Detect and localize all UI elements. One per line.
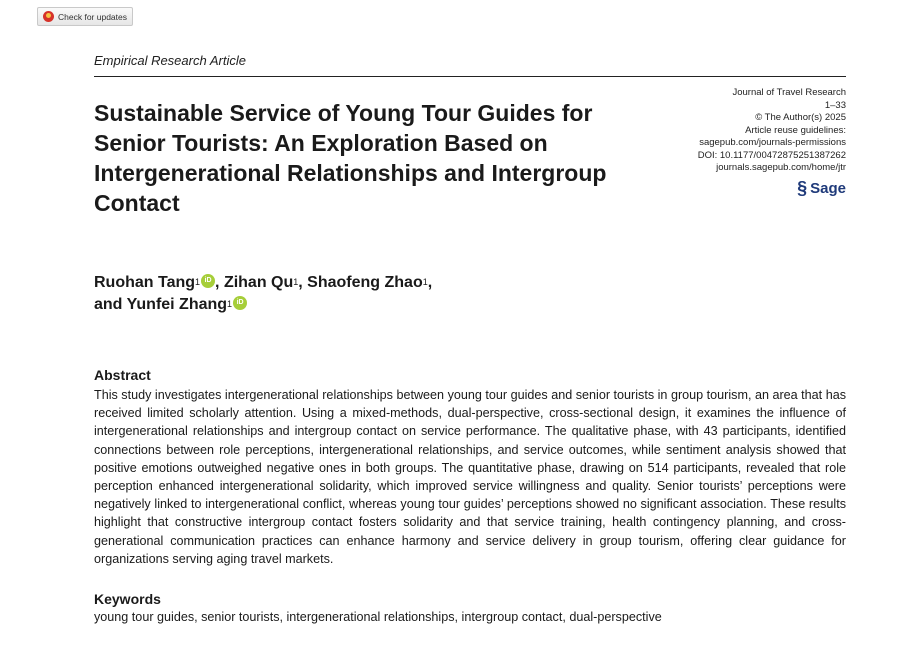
- reuse-link[interactable]: sagepub.com/journals-permissions: [699, 137, 846, 148]
- header-divider: [94, 76, 846, 77]
- author-name[interactable]: Zihan Qu: [223, 274, 294, 291]
- sage-logo: [797, 179, 846, 197]
- author-list: [94, 272, 432, 316]
- doi[interactable]: DOI: 10.1177/00472875251387262: [697, 149, 846, 161]
- orcid-icon[interactable]: iD: [233, 296, 247, 310]
- author-separator: ,: [215, 274, 224, 291]
- sage-s-icon: §: [797, 178, 808, 198]
- author-line-1: [94, 272, 432, 294]
- sage-wordmark: Sage: [810, 179, 846, 197]
- author-name[interactable]: Ruohan Tang: [94, 274, 196, 291]
- author-separator: ,: [427, 274, 433, 291]
- author-name[interactable]: Shaofeng Zhao: [307, 274, 423, 291]
- copyright: © The Author(s) 2025: [755, 112, 846, 123]
- abstract-heading: Abstract: [94, 367, 151, 383]
- journal-home-link[interactable]: journals.sagepub.com/home/jtr: [716, 162, 846, 173]
- journal-name: Journal of Travel Research: [732, 87, 846, 98]
- article-type: Empirical Research Article: [94, 53, 246, 68]
- author-affiliation: 1: [227, 299, 233, 309]
- author-name[interactable]: and Yunfei Zhang: [94, 296, 228, 313]
- journal-meta: [698, 87, 846, 175]
- paper-title: Sustainable Service of Young Tour Guides for Senior Tourists: An Exploration Based on Intergenerational Relationships and Intergroup Contact: [94, 100, 607, 216]
- author-affiliation: 1: [422, 277, 428, 287]
- journal-pages: 1–33: [824, 99, 846, 111]
- abstract-text: This study investigates intergenerational relationships between young tour guides and senior tourists in group tourism, an area that has received limited scholarly attention. Using a mixed-methods, dual-perspective, cross-sectional design, it examines the influence of intergenerational relationships and intergroup contact on service performance. The qualitative phase, with 43 participants, identified connections between role perceptions, intergenerational relationships, and service outcomes, while sentiment analysis showed that positive emotions outweighed negative ones in both groups. The quantitative phase, drawing on 514 participants, revealed that role perception enhanced intergenerational solidarity, which improved service willingness and quality. Senior tourists’ perceptions were negatively linked to intergenerational conflict, whereas young tour guides’ perceptions showed no significant association. These results highlight that constructive intergroup contact fosters solidarity and that service training, health contingency planning, and cross-generational communication practices can enhance harmony and service delivery in group tourism, offering clear guidance for organizations serving aging travel markets.: [94, 388, 846, 566]
- crossmark-icon: [43, 11, 54, 22]
- keywords-heading: Keywords: [94, 591, 161, 607]
- author-line-2: [94, 294, 432, 316]
- reuse-label: Article reuse guidelines:: [745, 124, 846, 136]
- check-for-updates-label: Check for updates: [58, 11, 127, 22]
- author-separator: ,: [298, 274, 308, 291]
- orcid-icon[interactable]: iD: [201, 274, 215, 288]
- author-affiliation: 1: [293, 277, 299, 287]
- author-affiliation: 1: [195, 277, 201, 287]
- check-for-updates-button[interactable]: [37, 7, 133, 26]
- keywords-text: young tour guides, senior tourists, intergenerational relationships, intergroup contact, dual-perspective: [94, 610, 662, 624]
